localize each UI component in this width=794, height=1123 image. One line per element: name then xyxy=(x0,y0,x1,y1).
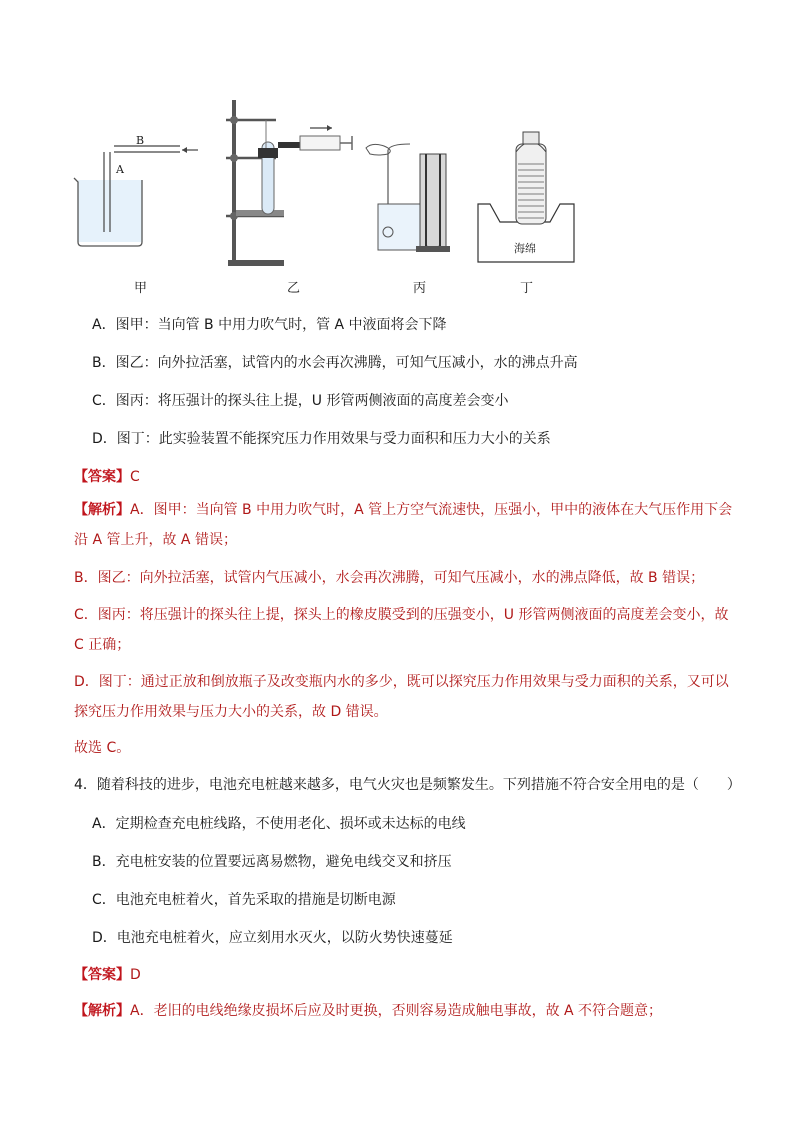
q4-option-c: C．电池充电桩着火，首先采取的措施是切断电源 xyxy=(92,892,396,908)
q3-analysis-b: B．图乙：向外拉活塞，试管内气压减小，水会再次沸腾，可知气压减小，水的沸点降低，故 B 错误； xyxy=(74,570,705,586)
q3-analysis-d: D．图丁：通过正放和倒放瓶子及改变瓶内水的多少，既可以探究压力作用效果与受力面积的关系，又可以探究压力作用效果与压力大小的关系，故 D 错误。 xyxy=(74,674,729,720)
q3-option-b: B．图乙：向外拉活塞，试管内的水会再次沸腾，可知气压减小，水的沸点升高 xyxy=(92,355,578,371)
q4-option-a: A．定期检查充电桩线路，不使用老化、损坏或未达标的电线 xyxy=(92,816,466,832)
q3-option-c: C．图丙：将压强计的探头往上提，U 形管两侧液面的高度差会变小 xyxy=(92,393,509,409)
q4-answer-tag: 【答案】 xyxy=(74,967,130,983)
experiment-figure xyxy=(70,92,590,272)
q4-answer xyxy=(74,964,141,984)
figure-jia-beaker xyxy=(74,134,198,246)
q4-stem: 4．随着科技的进步，电池充电桩越来越多，电气火灾也是频繁发生。下列措施不符合安全用电的是（ ） xyxy=(74,777,741,793)
q4-option-d: D．电池充电桩着火，应立刻用水灭火，以防火势快速蔓延 xyxy=(92,930,453,946)
caption-yi: 乙 xyxy=(287,281,301,296)
q4-option-b: B．充电桩安装的位置要远离易燃物，避免电线交叉和挤压 xyxy=(92,854,452,870)
q4-analysis-tag: 【解析】 xyxy=(74,1003,130,1019)
caption-ding: 丁 xyxy=(520,281,534,296)
q3-answer xyxy=(74,466,140,486)
sponge-label: 海绵 xyxy=(514,242,536,255)
label-b: B xyxy=(136,134,145,147)
caption-jia: 甲 xyxy=(134,281,148,296)
label-a: A xyxy=(116,163,124,176)
q4-analysis-a-text: A．老旧的电线绝缘皮损坏后应及时更换，否则容易造成触电事故，故 A 不符合题意； xyxy=(130,1003,663,1019)
figure-yi-apparatus xyxy=(226,100,352,266)
q4-answer-value: D xyxy=(130,967,141,983)
q3-analysis-a-text: A．图甲：当向管 B 中用力吹气时，A 管上方空气流速快，压强小，甲中的液体在大气压作用下会沿 A 管上升，故 A 错误； xyxy=(74,502,733,548)
figure-ding-bottle xyxy=(478,132,574,262)
q3-option-d: D．图丁：此实验装置不能探究压力作用效果与受力面积和压力大小的关系 xyxy=(92,431,551,447)
figure-bing-manometer xyxy=(366,144,450,252)
q3-analysis-a xyxy=(74,495,734,555)
q4-analysis-a xyxy=(74,996,734,1026)
q3-analysis-c: C．图丙：将压强计的探头往上提，探头上的橡皮膜受到的压强变小，U 形管两侧液面的高度差会变小，故 C 正确； xyxy=(74,607,729,653)
q3-answer-tag: 【答案】 xyxy=(74,469,130,485)
q3-conclusion: 故选 C。 xyxy=(74,740,131,756)
q3-analysis-tag: 【解析】 xyxy=(74,502,130,518)
caption-bing: 丙 xyxy=(413,281,427,296)
q3-option-a: A．图甲：当向管 B 中用力吹气时，管 A 中液面将会下降 xyxy=(92,317,447,333)
q3-answer-value: C xyxy=(130,469,140,485)
